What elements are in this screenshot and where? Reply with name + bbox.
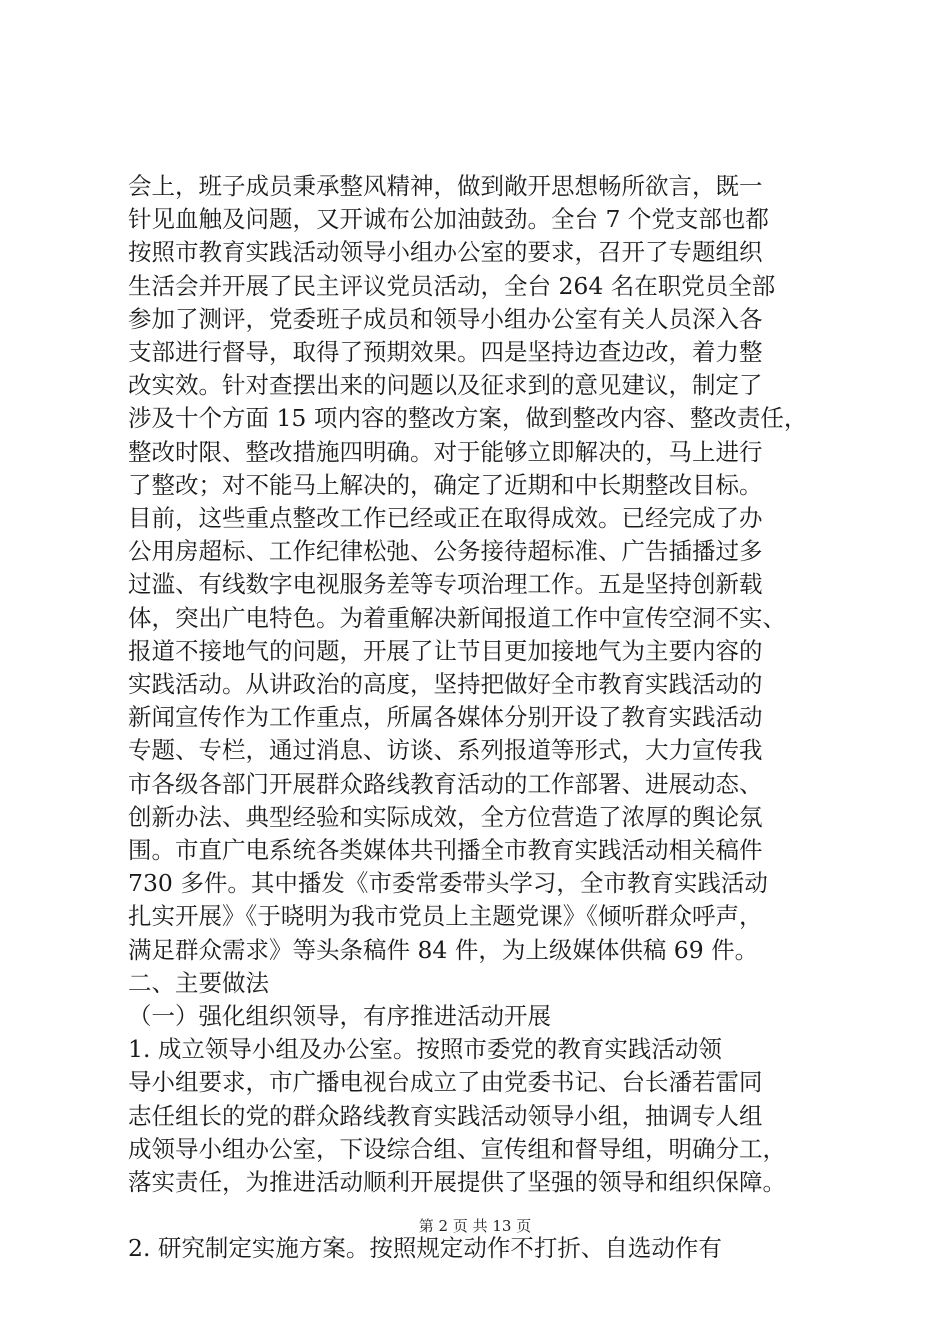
body-line: 目前，这些重点整改工作已经或正在取得成效。已经完成了办 — [128, 504, 763, 533]
body-line: 围。市直广电系统各类媒体共刊播全市教育实践活动相关稿件 — [128, 836, 763, 865]
document-body — [128, 170, 838, 1266]
body-line: 体，突出广电特色。为着重解决新闻报道工作中宣传空洞不实、 — [128, 603, 786, 632]
body-line: 参加了测评，党委班子成员和领导小组办公室有关人员深入各 — [128, 304, 763, 333]
body-line: 730 多件。其中播发《市委常委带头学习，全市教育实践活动 — [128, 869, 768, 898]
body-line: 整改时限、整改措施四明确。对于能够立即解决的，马上进行 — [128, 437, 763, 466]
body-line: 会上，班子成员秉承整风精神，做到敞开思想畅所欲言，既一 — [128, 172, 763, 200]
body-line: 实践活动。从讲政治的高度，坚持把做好全市教育实践活动的 — [128, 670, 763, 699]
body-line: 专题、专栏，通过消息、访谈、系列报道等形式，大力宣传我 — [128, 736, 763, 765]
body-line: 了整改；对不能马上解决的，确定了近期和中长期整改目标。 — [128, 470, 763, 499]
body-line: 按照市教育实践活动领导小组办公室的要求，召开了专题组织 — [128, 238, 763, 267]
body-line: 满足群众需求》等头条稿件 84 件，为上级媒体供稿 69 件。 — [128, 935, 759, 964]
body-line: 2. 研究制定实施方案。按照规定动作不打折、自选动作有 — [128, 1234, 722, 1263]
body-line: 成领导小组办公室，下设综合组、宣传组和督导组，明确分工， — [128, 1134, 786, 1163]
body-line: 二、主要做法 — [128, 968, 269, 997]
body-line: 过滥、有线数字电视服务差等专项治理工作。五是坚持创新载 — [128, 570, 763, 599]
body-line: 涉及十个方面 15 项内容的整改方案，做到整改内容、整改责任， — [128, 404, 808, 433]
body-line: 扎实开展》《于晓明为我市党员上主题党课》《倾听群众呼声， — [128, 902, 763, 931]
body-line: 改实效。针对查摆出来的问题以及征求到的意见建议，制定了 — [128, 371, 763, 400]
body-line: 新闻宣传作为工作重点，所属各媒体分别开设了教育实践活动 — [128, 703, 763, 732]
body-line: （一）强化组织领导，有序推进活动开展 — [128, 1002, 551, 1031]
body-line: 落实责任，为推进活动顺利开展提供了坚强的领导和组织保障。 — [128, 1168, 786, 1197]
body-line: 市各级各部门开展群众路线教育活动的工作部署、进展动态、 — [128, 769, 763, 798]
body-line: 生活会并开展了民主评议党员活动，全台 264 名在职党员全部 — [128, 271, 776, 300]
body-line: 支部进行督导，取得了预期效果。四是坚持边查边改，着力整 — [128, 338, 763, 367]
body-line: 志任组长的党的群众路线教育实践活动领导小组，抽调专人组 — [128, 1101, 763, 1130]
page-footer: 第 2 页 共 13 页 — [418, 1217, 532, 1235]
body-line: 创新办法、典型经验和实际成效，全方位营造了浓厚的舆论氛 — [128, 802, 763, 831]
body-line: 公用房超标、工作纪律松弛、公务接待超标准、广告插播过多 — [128, 537, 763, 566]
body-line: 针见血触及问题，又开诚布公加油鼓劲。全台 7 个党支部也都 — [128, 205, 769, 234]
body-line: 1. 成立领导小组及办公室。按照市委党的教育实践活动领 — [128, 1035, 722, 1064]
body-line: 报道不接地气的问题，开展了让节目更加接地气为主要内容的 — [128, 636, 763, 665]
body-line: 导小组要求，市广播电视台成立了由党委书记、台长潘若雷同 — [128, 1068, 763, 1097]
